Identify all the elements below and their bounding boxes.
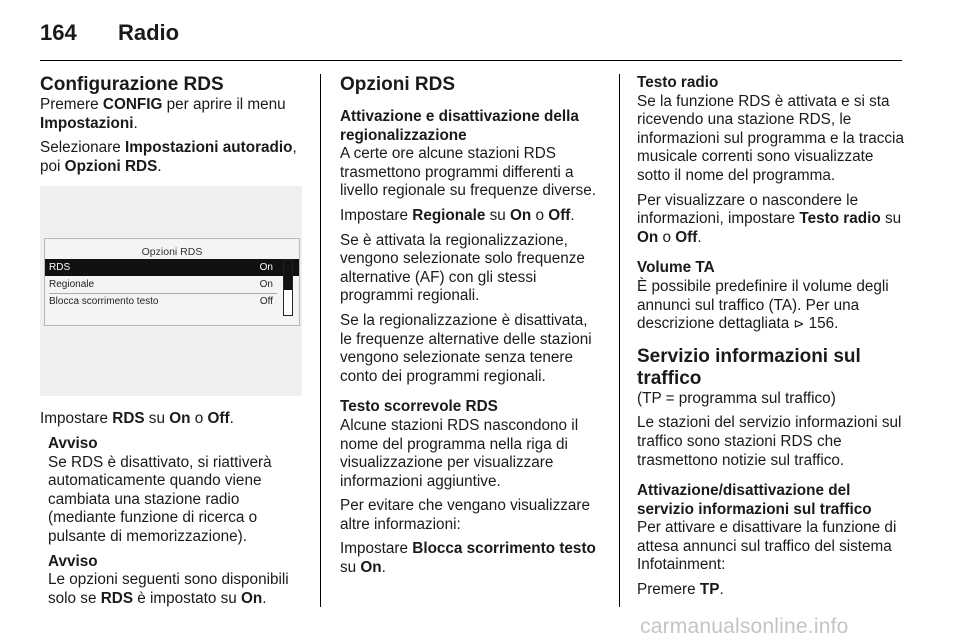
paragraph: Se la regionalizzazione è disattivata, le frequenze alternative delle stazioni vengono selezionate senza tenere conto dei programmi regionali. — [340, 311, 592, 385]
section-title: Radio — [118, 20, 180, 45]
infotainment-display — [44, 238, 300, 326]
subheading: Testo radio — [637, 74, 719, 91]
column-divider-1 — [320, 74, 321, 607]
paragraph: Per attivare e disattivare la funzione di attesa annunci sul traffico del sistema Infotainment: — [637, 519, 897, 574]
paragraph: Le stazioni del servizio informazioni sul traffico sono stazioni RDS che trasmettono notizie sul traffico. — [637, 414, 902, 469]
paragraph: Impostare Blocca scorrimento testo su On. — [340, 540, 596, 577]
paragraph: Impostare Regionale su On o Off. — [340, 206, 575, 224]
header-divider — [40, 60, 902, 61]
screen-row-blocca: Blocca scorrimento testo Off — [49, 296, 273, 308]
screen-scrollbar — [283, 259, 293, 316]
rds-options-screenshot — [40, 186, 302, 396]
traffic-info-heading: Servizio informazioni sul traffico — [637, 345, 861, 389]
screen-scroll-thumb — [284, 260, 292, 290]
note-title: Avviso — [48, 552, 98, 570]
note-title: Avviso — [48, 434, 98, 452]
screen-title: Opzioni RDS — [141, 246, 203, 259]
paragraph: Impostare RDS su On o Off. — [40, 410, 234, 428]
rds-config-heading: Configurazione RDS — [40, 74, 224, 95]
subheading: Testo scorrevole RDS — [340, 398, 498, 416]
subheading: Volume TA — [637, 259, 715, 277]
paragraph: Selezionare Impostazioni autoradio, poi Opzioni RDS. — [40, 139, 297, 175]
subheading: Attivazione e disattivazione della regionalizzazione — [340, 108, 579, 144]
paragraph: (TP = programma sul traffico) — [637, 389, 836, 407]
paragraph: Per visualizzare o nascondere le informazioni, impostare Testo radio su On o Off. — [637, 191, 902, 246]
paragraph: Se è attivata la regionalizzazione, vengono selezionate solo frequenze alternative (AF) con gli stessi programmi regionali. — [340, 231, 585, 305]
subheading: Attivazione/disattivazione del servizio informazioni sul traffico — [637, 482, 872, 518]
column-divider-2 — [619, 74, 620, 607]
page-reference-arrow-icon: ⊳ — [793, 316, 805, 332]
paragraph: Alcune stazioni RDS nascondono il nome del programma nella riga di visualizzazione per visualizzare informazioni aggiuntive. — [340, 416, 579, 490]
column-2 — [340, 74, 602, 584]
column-3 — [637, 74, 905, 606]
rds-options-heading: Opzioni RDS — [340, 74, 456, 95]
screen-row-regionale: Regionale On — [49, 279, 273, 291]
note-1 — [40, 435, 302, 608]
note-text: Se RDS è disattivato, si riattiverà automaticamente quando viene cambiata una stazione radio (mediante funzione di ricerca o pulsante di memorizzazione). — [48, 453, 272, 545]
paragraph: Se la funzione RDS è attivata e si sta ricevendo una stazione RDS, le informazioni sul programma e la traccia musicale correnti sono visualizzate sotto il nome del programma. — [637, 92, 904, 184]
screen-row-rds: RDS On — [45, 259, 299, 276]
page-header — [40, 20, 179, 46]
paragraph: Premere TP. — [637, 581, 724, 599]
note-text: Le opzioni seguenti sono disponibili solo se RDS è impostato su On. — [48, 571, 289, 607]
watermark: carmanualsonline.info — [640, 615, 849, 638]
paragraph: Premere CONFIG per aprire il menu Impostazioni. — [40, 96, 286, 132]
page-number: 164 — [40, 20, 77, 45]
paragraph: Per evitare che vengano visualizzare altre informazioni: — [340, 497, 590, 533]
paragraph: A certe ore alcune stazioni RDS trasmettono programmi differenti a livello regionale su frequenze diverse. — [340, 145, 596, 200]
paragraph: È possibile predefinire il volume degli annunci sul traffico (TA). Per una descrizione dettagliata ⊳ 156. — [637, 277, 889, 333]
column-1 — [40, 74, 302, 614]
